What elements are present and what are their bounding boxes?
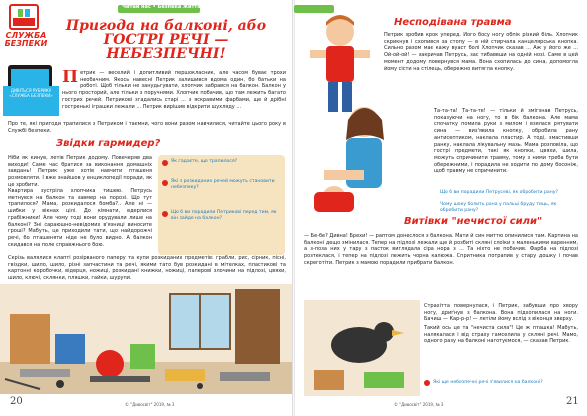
right-page bbox=[294, 0, 587, 416]
question-3: Що б ви порадили Петрикові перед тим, як він зайде на балкон? bbox=[171, 210, 277, 221]
subheading-right-2: Витівки "нечистої сили" bbox=[404, 216, 543, 227]
right-body-2: Та-та-та! Та-та-те! — тільки й змігзнав Петрусь, показуючи на ногу, то в бік балкона. Але мама спочатку помила руки з милом і взялася рятувати сина — виз'явила кнопку, обробила рану антисептиком, наклала пластир. А тоді, змастивши ранку, наклала лікувальну мазь. Мама розповіла, що гострі предмети, такі як кнопки, цвяхи, шила, можуть спричинити травму, тому з ними треба бути обережними, і порадила не ходити по дому босоніж, щоб травму не спричинити. bbox=[434, 108, 578, 175]
mother-illustration bbox=[304, 100, 430, 220]
title-line-2: ГОСТРІ РЕЧІ — НЕБЕЗПЕЧНІ! bbox=[103, 32, 229, 62]
logo-title: СЛУЖБА БЕЗПЕКИ bbox=[4, 31, 48, 48]
header-tag: Читай нас • Безпека життя дітей на ... bbox=[122, 4, 234, 10]
right-body-5: Такий ось це та "нечиста сила"! Це ж пташка! Мабуть, налякалася і від страху гамселила у скляні речі. Мамо, одного разу на балконі наготуємося, — сказав Петрик. bbox=[424, 325, 578, 345]
right-body-3: — Бе-бе? Дивна! Брехи! — раптом донеслося з балкона. Мати й син миттю опинилися там. Картина на балконі дещо змінилася. Тепер на підлозі лежали ще й розбиті скляні слоїки з маленькими варенням, а з-поза них у тару з пасток виглядала сіра нора з ... Та ніхто не побачив. Фарба на підлозі розтеклася, і тепер на підлозі лежить чорна калюжа. Спритника потрапив у стару дошку і почав скреготіти. Петрик з мамою порадили прибрати балкон. bbox=[304, 233, 578, 266]
right-question-1: Що б ви порадили Петрусеві, як обробити рану? bbox=[440, 190, 558, 195]
right-question-3: Які ще небезпечні речі з'явилися на балконі? bbox=[433, 380, 543, 385]
question-icon bbox=[162, 211, 168, 217]
balcony-illustration bbox=[0, 284, 293, 394]
question-2: Які з розкиданих речей можуть становити небезпеку? bbox=[171, 179, 275, 190]
intro-text: етрик — веселий і допитливий першокласник, але часом буває трохи необачним. Якось навесні Петрик залишився вдома один, бо батьки на роботі. Щоб тільки не занудьгувати, хлопчик забрався на балкон. Балкон у нього просторий, але тільки з поручнями. Хлопчик побачив, що там лежить багато гострих речей. Петрикові згадались старі ... з яскравими фарбами, ще й дрібні гостренькі іграшки лежали ... Петрик вирішив відкрити шухляду ... bbox=[62, 70, 286, 110]
title-line-1: Пригода на балконі, або bbox=[65, 18, 267, 34]
bird-illustration bbox=[304, 300, 420, 396]
left-page bbox=[0, 0, 293, 416]
body-2: Квартира зустріла хлопчика тишею. Петрусь метнувся на балкон та завмер на порозі. Що тут трапилося? Мама, розкидалося бомба?.. Але ні — шибки у вікнах цілі. До кімнати, вдерлися грабіжники! Але чому тоді вони орудували лише на балконі? Зні сараюшно-невідомих в'язниці виносите гроші? Мабуть, це приходили тати, що найдорожчі речі, бо пташеняти ніде не було видно. А балкон скидався на поле справжнього бою. bbox=[8, 188, 152, 248]
subheading-1: Звідки гармидер? bbox=[56, 138, 161, 149]
body-3: Скрізь валялися клапті розірваного паперу та купи розкиданих предметів: грабли, рис, сірник, пісні, гвіздки, шило, шило, різні запчастини та речі, якими тато був розкидані в мітелках, пластикові та картонні коробочки, відерця, ножиці, розкидані книжки, ножиці, паперові злочини на підлозі, цвяхи, шило, ключі, склянки, пляшки, гайки, шурупи. bbox=[8, 255, 286, 282]
question-icon bbox=[162, 180, 168, 186]
right-question-2: Чому шоку болить рана у пальці бруду тиць, як обробити рану? bbox=[440, 202, 557, 213]
tv-caption: ДИВІТЬСЯ РУБРИКУ «СЛУЖБА БЕЗПЕКИ» bbox=[3, 86, 59, 116]
question-icon bbox=[424, 380, 430, 386]
question-icon bbox=[162, 160, 168, 166]
page-title bbox=[60, 19, 272, 61]
right-body-1: Петрик зробив крок уперед. Його босу ногу обпік різкий біль. Хлопчик скрикнув і схопився за стопу — в ній стирчала канцелярська кнопка. Сильно разом має кажу вуаст болі Хлопчик сказав ... Аж у його же ... Ой-ой-ой! — закричав Петрусь, зас тибаввши на одній нозі. Саме в цей момент додому повернувся мама. Вона схопилась до сина, допомогла йому сісти на стілець, обережно витягла кнопку. bbox=[384, 32, 578, 72]
footer-right: © "Дивосвіт" 2019, № 3 bbox=[394, 402, 444, 407]
intro-paragraph bbox=[62, 70, 286, 117]
subheading-right-1: Несподівана травма bbox=[394, 17, 512, 28]
footer-left: © "Дивосвіт" 2019, № 3 bbox=[125, 402, 175, 407]
question-box bbox=[158, 155, 285, 255]
right-body-4: Страхітта повернулася, і Петрик, забувши про хвору ногу, дриґнув з балкона. Вона підхопилася на ноги. Бачиш — Кар-р-р! — летіли йому вслід з віконця зверху. bbox=[424, 303, 578, 323]
page-number-right: 21 bbox=[566, 396, 579, 407]
drop-cap: П bbox=[62, 70, 79, 87]
page-number-left: 20 bbox=[10, 396, 23, 407]
question-1: Як гадаєте, що трапилося? bbox=[171, 159, 238, 164]
body-1: Ніби як кинув, летів Петрик додому. Повечеряв два виходи! Саме час братися за виконання домашніх завдань! Петрик уже хотів навчити пташеня розмовляти. І вже знайшов у енциклопедії поради, як це зробити. bbox=[8, 155, 152, 188]
intro-paragraph-2: Про те, які пригоди трапилися з Петриком і таємни, чого вони разом навчилися, читайте цього року в Службі безпеки. bbox=[8, 121, 286, 134]
